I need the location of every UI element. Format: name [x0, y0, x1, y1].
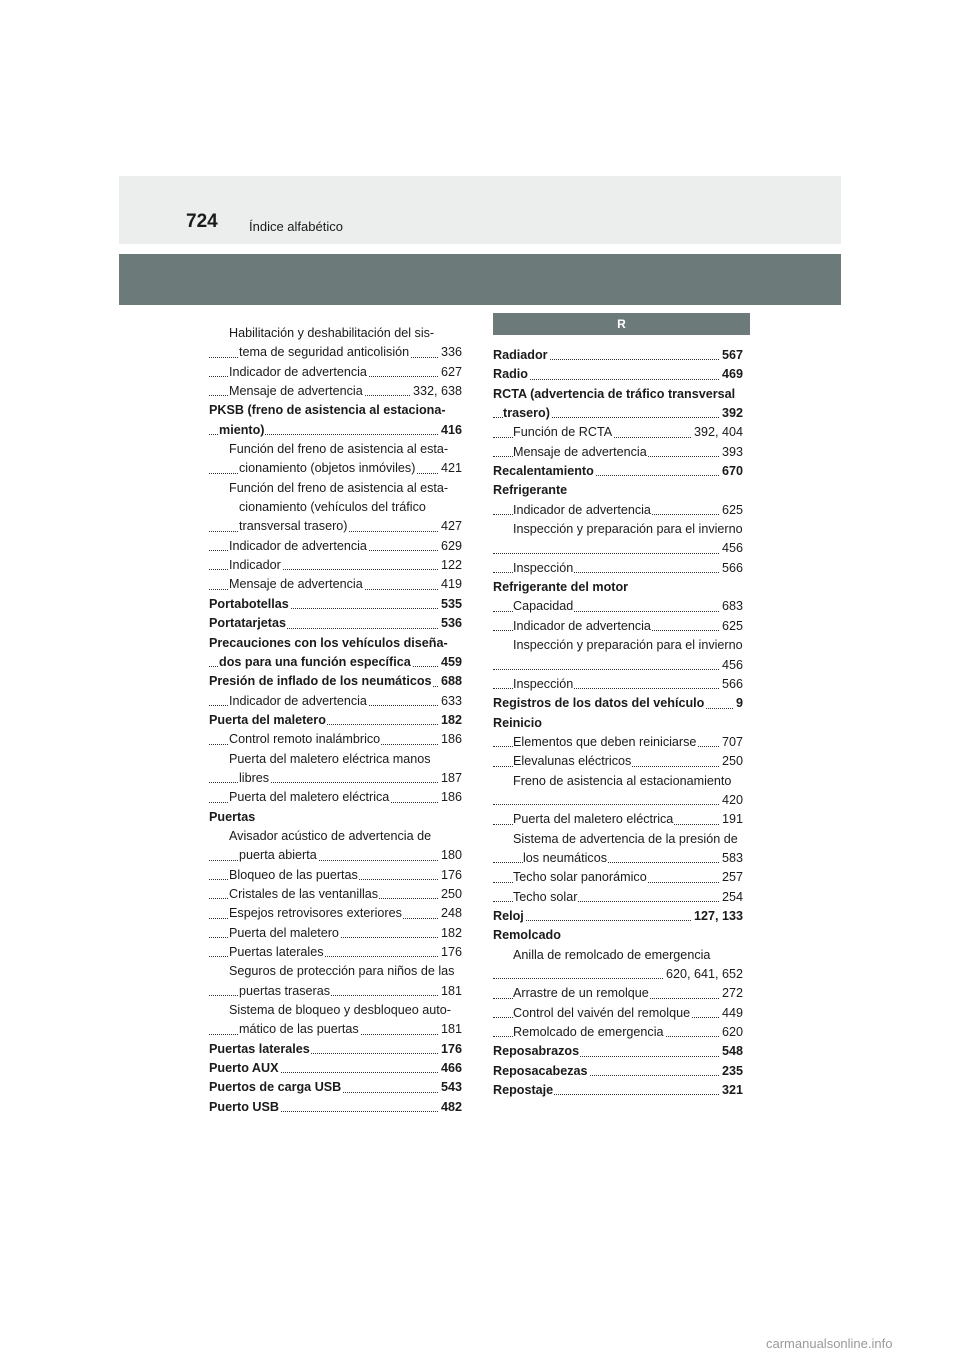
page-ref: 420: [720, 791, 743, 810]
entry-text: Presión de inflado de los neumáticos: [209, 674, 432, 689]
page-ref: 583: [720, 849, 743, 868]
entry-text: Inspección y preparación para el invierno: [513, 638, 743, 653]
index-subentry: [493, 946, 743, 965]
entry-text: Precauciones con los vehículos diseña-: [209, 635, 448, 650]
entry-text: Repostaje: [493, 1083, 554, 1098]
entry-text: Puerto AUX: [209, 1061, 279, 1076]
entry-text: Función de RCTA: [513, 425, 613, 440]
index-entry: [209, 634, 462, 653]
entry-text: los neumáticos: [523, 850, 607, 865]
page-ref: 182: [439, 711, 462, 730]
entry-text: Mensaje de advertencia: [513, 444, 647, 459]
page-ref: 181: [439, 982, 462, 1001]
page-ref: 421: [439, 459, 462, 478]
page-ref: 191: [720, 810, 743, 829]
index-subentry: [493, 791, 743, 810]
page-ref: 535: [439, 595, 462, 614]
index-subentry: [493, 501, 743, 520]
index-subentry: [493, 830, 743, 849]
index-subentry: [209, 885, 462, 904]
index-subentry: [493, 733, 743, 752]
index-subentry: [493, 984, 743, 1003]
index-subentry: [493, 675, 743, 694]
entry-text: Refrigerante: [493, 483, 568, 498]
entry-text: Habilitación y deshabilitación del sis-: [229, 326, 435, 340]
index-entry: [209, 672, 462, 691]
index-entry: [209, 711, 462, 730]
index-subentry: [209, 866, 462, 885]
page-ref: 566: [720, 675, 743, 694]
page-ref: 182: [439, 924, 462, 943]
entry-text: Puertas: [209, 809, 256, 824]
index-subentry: [209, 788, 462, 807]
page-ref: 176: [439, 1040, 462, 1059]
entry-text: Espejos retrovisores exteriores: [229, 906, 402, 921]
page-ref: 548: [720, 1042, 743, 1061]
page-ref: 127, 133: [692, 907, 743, 926]
index-entry: [493, 346, 743, 365]
entry-text: Inspección: [513, 560, 574, 575]
index-subentry: [493, 443, 743, 462]
index-subentry: [209, 1020, 462, 1039]
page-ref: 482: [439, 1098, 462, 1117]
page-ref: 176: [439, 943, 462, 962]
entry-text: trasero): [503, 406, 550, 421]
entry-text: Indicador de advertencia: [513, 618, 651, 633]
index-subentry: [209, 943, 462, 962]
entry-text: Puerta del maletero eléctrica manos: [229, 751, 431, 766]
entry-text: Indicador de advertencia: [229, 538, 367, 553]
entry-text: cionamiento (objetos inmóviles): [239, 461, 416, 476]
entry-text: puerta abierta: [239, 848, 317, 863]
entry-text: Reinicio: [493, 715, 542, 730]
index-subentry: [209, 827, 462, 846]
page-ref: 456: [720, 539, 743, 558]
index-subentry: [493, 1023, 743, 1042]
page-ref: 620: [720, 1023, 743, 1042]
entry-text: Remolcado: [493, 928, 561, 943]
entry-text: Inspección: [513, 676, 574, 691]
page-ref: 248: [439, 904, 462, 923]
entry-text: mático de las puertas: [239, 1022, 359, 1037]
index-subentry: [209, 517, 462, 536]
entry-text: dos para una función específica: [219, 654, 411, 669]
page-ref: 393: [720, 443, 743, 462]
entry-text: Indicador: [229, 558, 281, 573]
dark-band: [119, 254, 841, 305]
page-ref: 336: [439, 343, 462, 362]
page-ref: 629: [439, 537, 462, 556]
index-subentry: [209, 479, 462, 498]
index-subentry: [493, 772, 743, 791]
page-ref: 419: [439, 575, 462, 594]
index-entry: [493, 1062, 743, 1081]
index-subentry: [209, 982, 462, 1001]
entry-text: [523, 967, 524, 981]
index-subentry: [209, 324, 462, 343]
page-ref: 459: [439, 653, 462, 672]
entry-text: Puerta del maletero eléctrica: [513, 812, 674, 827]
index-subentry: [209, 556, 462, 575]
page-ref: 321: [720, 1081, 743, 1100]
page-ref: 449: [720, 1004, 743, 1023]
dot-leader: [493, 804, 743, 805]
page-ref: 181: [439, 1020, 462, 1039]
index-entry: [493, 1042, 743, 1061]
page-ref: 180: [439, 846, 462, 865]
page-ref: 625: [720, 617, 743, 636]
header-band: [119, 176, 841, 244]
page-number: 724: [186, 211, 218, 232]
index-entry: [209, 1078, 462, 1097]
entry-text: Arrastre de un remolque: [513, 986, 649, 1001]
index-entry: [209, 808, 462, 827]
dot-leader: [493, 553, 743, 554]
index-entry: [493, 1081, 743, 1100]
entry-text: [523, 793, 524, 807]
index-subentry: [209, 904, 462, 923]
index-entry: [209, 653, 462, 672]
entry-text: Elevalunas eléctricos: [513, 754, 632, 769]
index-subentry: [493, 520, 743, 539]
page-ref: 250: [720, 752, 743, 771]
entry-text: RCTA (advertencia de tráfico transversal: [493, 386, 736, 401]
index-subentry: [209, 750, 462, 769]
entry-text: Indicador de advertencia: [229, 364, 367, 379]
entry-text: Reloj: [493, 908, 524, 923]
entry-text: Puertas laterales: [229, 945, 324, 959]
entry-text: Seguros de protección para niños de las: [229, 964, 455, 979]
page-ref: 186: [439, 730, 462, 749]
entry-text: Cristales de las ventanillas: [229, 886, 379, 901]
page-ref: 392: [720, 404, 743, 423]
entry-text: Radio: [493, 367, 528, 382]
entry-text: Anilla de remolcado de emergencia: [513, 947, 711, 962]
page-ref: 254: [720, 888, 743, 907]
index-subentry: [209, 459, 462, 478]
entry-text: Puertas laterales: [209, 1041, 310, 1056]
index-subentry: [493, 636, 743, 655]
index-subentry: [493, 656, 743, 675]
entry-text: Remolcado de emergencia: [513, 1025, 664, 1040]
entry-text: Registros de los datos del vehículo: [493, 696, 705, 711]
entry-text: Freno de asistencia al estacionamiento: [513, 773, 732, 788]
index-entry: [209, 1098, 462, 1117]
index-entry: [493, 926, 743, 945]
entry-text: Portatarjetas: [209, 616, 286, 631]
page-ref: 392, 404: [692, 423, 743, 442]
entry-text: [523, 658, 524, 672]
entry-text: Bloqueo de las puertas: [229, 867, 358, 882]
index-subentry: [209, 1001, 462, 1020]
entry-text: puertas traseras: [239, 983, 330, 998]
index-subentry: [209, 846, 462, 865]
entry-text: Puerto USB: [209, 1099, 279, 1114]
page-ref: 416: [439, 421, 462, 440]
page-ref: 566: [720, 559, 743, 578]
index-entry: [493, 578, 743, 597]
entry-text: Avisador acústico de advertencia de: [229, 828, 432, 843]
page-ref: 469: [720, 365, 743, 384]
index-entry: [493, 481, 743, 500]
entry-text: Techo solar panorámico: [513, 870, 647, 885]
index-subentry: [209, 363, 462, 382]
entry-text: PKSB (freno de asistencia al estaciona-: [209, 403, 446, 418]
watermark: carmanualsonline.info: [766, 1336, 893, 1351]
index-entry: [493, 365, 743, 384]
entry-text: Mensaje de advertencia: [229, 577, 363, 592]
index-column-left: [209, 324, 462, 1117]
index-subentry: [209, 498, 462, 517]
entry-text: Puerta del maletero: [229, 925, 339, 940]
dot-leader: [493, 379, 743, 380]
entry-text: Puerta del maletero: [209, 712, 326, 727]
index-subentry: [209, 440, 462, 459]
page-ref: 625: [720, 501, 743, 520]
index-entry: [493, 907, 743, 926]
page-ref: 536: [439, 614, 462, 633]
entry-text: libres: [239, 770, 270, 785]
entry-text: cionamiento (vehículos del tráfico: [239, 500, 426, 515]
entry-text: Reposacabezas: [493, 1063, 588, 1078]
entry-text: Reposabrazos: [493, 1044, 580, 1059]
entry-text: Inspección y preparación para el invierno: [513, 522, 743, 537]
page-ref: 543: [439, 1078, 462, 1097]
page-ref: 235: [720, 1062, 743, 1081]
entry-text: Portabotellas: [209, 596, 289, 611]
index-subentry: [209, 924, 462, 943]
index-entry: [209, 1040, 462, 1059]
index-subentry: [209, 730, 462, 749]
entry-text: transversal trasero): [239, 519, 348, 534]
section-title: Índice alfabético: [249, 219, 343, 234]
index-subentry: [493, 965, 743, 984]
entry-text: Refrigerante del motor: [493, 580, 629, 595]
index-subentry: [493, 868, 743, 887]
index-subentry: [493, 888, 743, 907]
index-subentry: [493, 810, 743, 829]
index-entry: [493, 404, 743, 423]
page-ref: 186: [439, 788, 462, 807]
page-ref: 670: [720, 462, 743, 481]
entry-text: Sistema de advertencia de la presión de: [513, 831, 738, 846]
index-column-right: [493, 317, 743, 1100]
letter-header-r: R: [493, 313, 750, 335]
index-subentry: [209, 769, 462, 788]
page-ref: 250: [439, 885, 462, 904]
index-subentry: [493, 597, 743, 616]
index-subentry: [493, 559, 743, 578]
entry-text: miento): [219, 422, 265, 437]
entry-text: Puerta del maletero eléctrica: [229, 790, 390, 805]
index-subentry: [493, 539, 743, 558]
entry-text: Mensaje de advertencia: [229, 384, 363, 399]
page-ref: 257: [720, 868, 743, 887]
entry-text: Función del freno de asistencia al esta-: [229, 480, 449, 495]
page-ref: 627: [439, 363, 462, 382]
index-entry: [493, 385, 743, 404]
page-ref: 466: [439, 1059, 462, 1078]
page-ref: 633: [439, 692, 462, 711]
page-ref: 688: [439, 672, 462, 691]
index-subentry: [493, 1004, 743, 1023]
entry-text: Control remoto inalámbrico: [229, 732, 381, 747]
page-ref: 620, 641, 652: [664, 965, 743, 984]
entry-text: Control del vaivén del remolque: [513, 1005, 691, 1020]
entry-text: Techo solar: [513, 889, 578, 904]
dot-leader: [493, 669, 743, 670]
entry-text: [523, 541, 524, 555]
page-ref: 176: [439, 866, 462, 885]
index-entry: [209, 421, 462, 440]
entry-text: Capacidad: [513, 599, 574, 614]
page-ref: 707: [720, 733, 743, 752]
index-entry: [209, 595, 462, 614]
index-subentry: [209, 382, 462, 401]
index-entry: [209, 401, 462, 420]
entry-text: tema de seguridad anticolisión: [239, 345, 410, 360]
index-entry: [209, 614, 462, 633]
index-entry: [493, 714, 743, 733]
index-subentry: [493, 423, 743, 442]
index-subentry: [209, 537, 462, 556]
page-ref: 427: [439, 517, 462, 536]
page-ref: 122: [439, 556, 462, 575]
index-subentry: [209, 962, 462, 981]
entry-text: Puertos de carga USB: [209, 1080, 342, 1095]
entry-text: Sistema de bloqueo y desbloqueo auto-: [229, 1003, 451, 1018]
index-subentry: [209, 692, 462, 711]
page-ref: 187: [439, 769, 462, 788]
entry-text: Función del freno de asistencia al esta-: [229, 442, 449, 457]
index-subentry: [209, 575, 462, 594]
page-ref: 332, 638: [411, 382, 462, 401]
index-subentry: [209, 343, 462, 362]
entry-text: Recalentamiento: [493, 464, 594, 479]
page-ref: 272: [720, 984, 743, 1003]
entry-text: Elementos que deben reiniciarse: [513, 734, 697, 749]
entry-text: Indicador de advertencia: [229, 693, 367, 708]
page-ref: 9: [734, 694, 743, 713]
entry-text: Indicador de advertencia: [513, 502, 651, 517]
index-entry: [493, 462, 743, 481]
page-ref: 456: [720, 656, 743, 675]
index-entry: [209, 1059, 462, 1078]
index-subentry: [493, 617, 743, 636]
index-subentry: [493, 849, 743, 868]
index-entry: [493, 694, 743, 713]
page-ref: 683: [720, 597, 743, 616]
index-subentry: [493, 752, 743, 771]
page-ref: 567: [720, 346, 743, 365]
entry-text: Radiador: [493, 348, 548, 362]
